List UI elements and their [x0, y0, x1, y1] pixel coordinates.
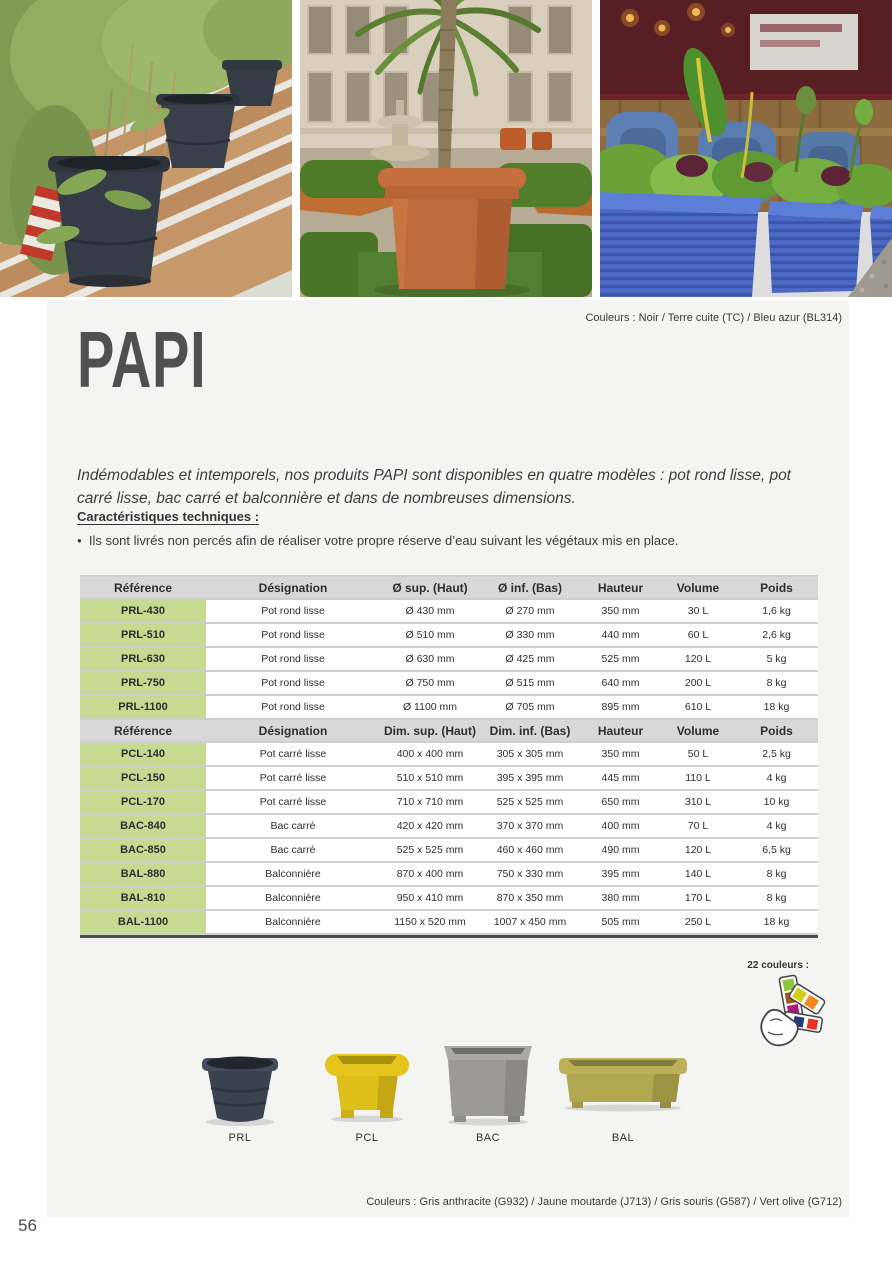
table-cell: 610 L [661, 696, 735, 718]
table-cell: 445 mm [580, 767, 661, 789]
table-cell: Bac carré [206, 839, 380, 861]
table-cell: 2,5 kg [735, 743, 818, 765]
table-row [80, 672, 818, 694]
pcl-pot-image [319, 1042, 415, 1122]
table-cell: 5 kg [735, 648, 818, 670]
table-row [80, 887, 818, 909]
reference-cell: PCL-170 [80, 791, 206, 813]
table-cell: 650 mm [580, 791, 661, 813]
table-cell: Pot carré lisse [206, 767, 380, 789]
page-number: 56 [18, 1216, 37, 1235]
table-cell: 140 L [661, 863, 735, 885]
finish-colors-caption: Couleurs : Gris anthracite (G932) / Jaune moutarde (J713) / Gris souris (G587) / Vert olive (G712) [366, 1196, 842, 1208]
table-cell: 525 x 525 mm [380, 839, 480, 861]
table-cell: Ø 510 mm [380, 624, 480, 646]
page-title: PAPI [77, 315, 207, 404]
table-cell: 8 kg [735, 863, 818, 885]
table-row [80, 600, 818, 622]
table-cell: 380 mm [580, 887, 661, 909]
colors-count-label: 22 couleurs : [747, 960, 809, 971]
photo-black-pots-stairs [0, 0, 292, 297]
table-cell: Ø 750 mm [380, 672, 480, 694]
table-cell: 870 x 350 mm [480, 887, 580, 909]
product-pcl [315, 1038, 419, 1144]
column-header: Désignation [206, 577, 380, 598]
table-cell: Ø 1100 mm [380, 696, 480, 718]
intro-paragraph: Indémodables et intemporels, nos produits PAPI sont disponibles en quatre modèles : pot rond lisse, pot carré lisse, bac carré et balconnière et dans de nombreuses dimensions. [77, 466, 791, 507]
table-cell: 70 L [661, 815, 735, 837]
spec-table-wrap [80, 575, 818, 938]
table-cell: 870 x 400 mm [380, 863, 480, 885]
content-panel [47, 300, 849, 1217]
table-cell: 18 kg [735, 911, 818, 933]
specs-heading: Caractéristiques techniques : [77, 509, 260, 524]
table-row [80, 911, 818, 933]
table-cell: Pot rond lisse [206, 696, 380, 718]
table-cell: 350 mm [580, 600, 661, 622]
table-cell: Balconnière [206, 863, 380, 885]
reference-cell: PCL-140 [80, 743, 206, 765]
product-label-prl: PRL [228, 1132, 252, 1144]
table-cell: 510 x 510 mm [380, 767, 480, 789]
column-header: Poids [735, 720, 818, 741]
table-cell: 1150 x 520 mm [380, 911, 480, 933]
table-cell: 640 mm [580, 672, 661, 694]
table-cell: Ø 515 mm [480, 672, 580, 694]
photo-black-pots-stairs-art [0, 0, 292, 297]
table-cell: Balconnière [206, 911, 380, 933]
table-cell: 1,6 kg [735, 600, 818, 622]
table-cell: 460 x 460 mm [480, 839, 580, 861]
table-cell: 30 L [661, 600, 735, 622]
table-cell: 370 x 370 mm [480, 815, 580, 837]
table-cell: 110 L [661, 767, 735, 789]
photo-blue-planters-terrace [600, 0, 892, 297]
column-header: Référence [80, 720, 206, 741]
reference-cell: BAL-810 [80, 887, 206, 909]
table-cell: Ø 630 mm [380, 648, 480, 670]
table-row [80, 767, 818, 789]
table-cell: 120 L [661, 648, 735, 670]
column-header: Volume [661, 720, 735, 741]
table-cell: 350 mm [580, 743, 661, 765]
column-header: Hauteur [580, 577, 661, 598]
table-cell: Balconnière [206, 887, 380, 909]
table-cell: Pot carré lisse [206, 743, 380, 765]
table-header-row [80, 577, 818, 598]
reference-cell: BAL-1100 [80, 911, 206, 933]
photo-blue-planters-art [600, 0, 892, 297]
photo-strip [0, 0, 892, 297]
table-cell: 395 mm [580, 863, 661, 885]
table-cell: Pot rond lisse [206, 672, 380, 694]
table-cell: Pot rond lisse [206, 624, 380, 646]
table-cell: 250 L [661, 911, 735, 933]
reference-cell: BAL-880 [80, 863, 206, 885]
table-cell: Pot carré lisse [206, 791, 380, 813]
table-cell: Ø 425 mm [480, 648, 580, 670]
table-row [80, 648, 818, 670]
reference-cell: BAC-840 [80, 815, 206, 837]
table-cell: 310 L [661, 791, 735, 813]
reference-cell: PRL-510 [80, 624, 206, 646]
product-label-pcl: PCL [355, 1132, 379, 1144]
column-header: Désignation [206, 720, 380, 741]
table-cell: 950 x 410 mm [380, 887, 480, 909]
table-cell: Ø 430 mm [380, 600, 480, 622]
prl-pot-image [195, 1038, 285, 1126]
spec-table [80, 575, 818, 935]
table-cell: Pot rond lisse [206, 600, 380, 622]
column-header: Dim. sup. (Haut) [380, 720, 480, 741]
table-cell: 8 kg [735, 672, 818, 694]
table-cell: 305 x 305 mm [480, 743, 580, 765]
column-header: Ø sup. (Haut) [380, 577, 480, 598]
spec-table-body [80, 577, 818, 933]
product-prl [192, 1038, 288, 1144]
bal-pot-image [554, 1052, 692, 1112]
table-cell: 505 mm [580, 911, 661, 933]
reference-cell: PRL-1100 [80, 696, 206, 718]
table-cell: 395 x 395 mm [480, 767, 580, 789]
specs-bullet: ● Ils sont livrés non percés afin de réaliser votre propre réserve d’eau suivant les végétaux mis en place. [77, 533, 678, 548]
reference-cell: BAC-850 [80, 839, 206, 861]
table-cell: 400 x 400 mm [380, 743, 480, 765]
column-header: Ø inf. (Bas) [480, 577, 580, 598]
table-cell: 4 kg [735, 815, 818, 837]
color-swatches-hand-icon [755, 974, 827, 1050]
product-label-bac: BAC [475, 1132, 501, 1144]
column-header: Référence [80, 577, 206, 598]
table-cell: Ø 705 mm [480, 696, 580, 718]
table-cell: 2,6 kg [735, 624, 818, 646]
table-cell: Ø 330 mm [480, 624, 580, 646]
table-row [80, 863, 818, 885]
table-cell: 200 L [661, 672, 735, 694]
column-header: Dim. inf. (Bas) [480, 720, 580, 741]
table-cell: Ø 270 mm [480, 600, 580, 622]
table-cell: 420 x 420 mm [380, 815, 480, 837]
reference-cell: PRL-430 [80, 600, 206, 622]
column-header: Hauteur [580, 720, 661, 741]
table-cell: 18 kg [735, 696, 818, 718]
table-cell: 10 kg [735, 791, 818, 813]
photo-terracotta-planter-art [300, 0, 592, 297]
table-cell: 4 kg [735, 767, 818, 789]
column-header: Poids [735, 577, 818, 598]
product-bal [550, 1038, 696, 1144]
table-row [80, 791, 818, 813]
table-cell: 8 kg [735, 887, 818, 909]
table-cell: 60 L [661, 624, 735, 646]
table-row [80, 624, 818, 646]
column-header: Volume [661, 577, 735, 598]
table-cell: Bac carré [206, 815, 380, 837]
table-cell: Pot rond lisse [206, 648, 380, 670]
table-cell: 6,5 kg [735, 839, 818, 861]
table-cell: 710 x 710 mm [380, 791, 480, 813]
reference-cell: PRL-630 [80, 648, 206, 670]
available-colors-caption: Couleurs : Noir / Terre cuite (TC) / Bleu azur (BL314) [585, 312, 842, 324]
table-cell: 490 mm [580, 839, 661, 861]
table-cell: 525 mm [580, 648, 661, 670]
table-row [80, 743, 818, 765]
photo-terracotta-planter-courtyard [300, 0, 592, 297]
table-cell: 895 mm [580, 696, 661, 718]
table-cell: 525 x 525 mm [480, 791, 580, 813]
table-cell: 750 x 330 mm [480, 863, 580, 885]
table-cell: 170 L [661, 887, 735, 909]
product-label-bal: BAL [611, 1132, 635, 1144]
reference-cell: PCL-150 [80, 767, 206, 789]
table-row [80, 815, 818, 837]
bac-pot-image [436, 1038, 540, 1126]
reference-cell: PRL-750 [80, 672, 206, 694]
table-header-row [80, 720, 818, 741]
table-cell: 400 mm [580, 815, 661, 837]
product-bac [432, 1038, 544, 1144]
table-cell: 50 L [661, 743, 735, 765]
table-row [80, 696, 818, 718]
table-row [80, 839, 818, 861]
table-cell: 120 L [661, 839, 735, 861]
table-cell: 440 mm [580, 624, 661, 646]
table-cell: 1007 x 450 mm [480, 911, 580, 933]
